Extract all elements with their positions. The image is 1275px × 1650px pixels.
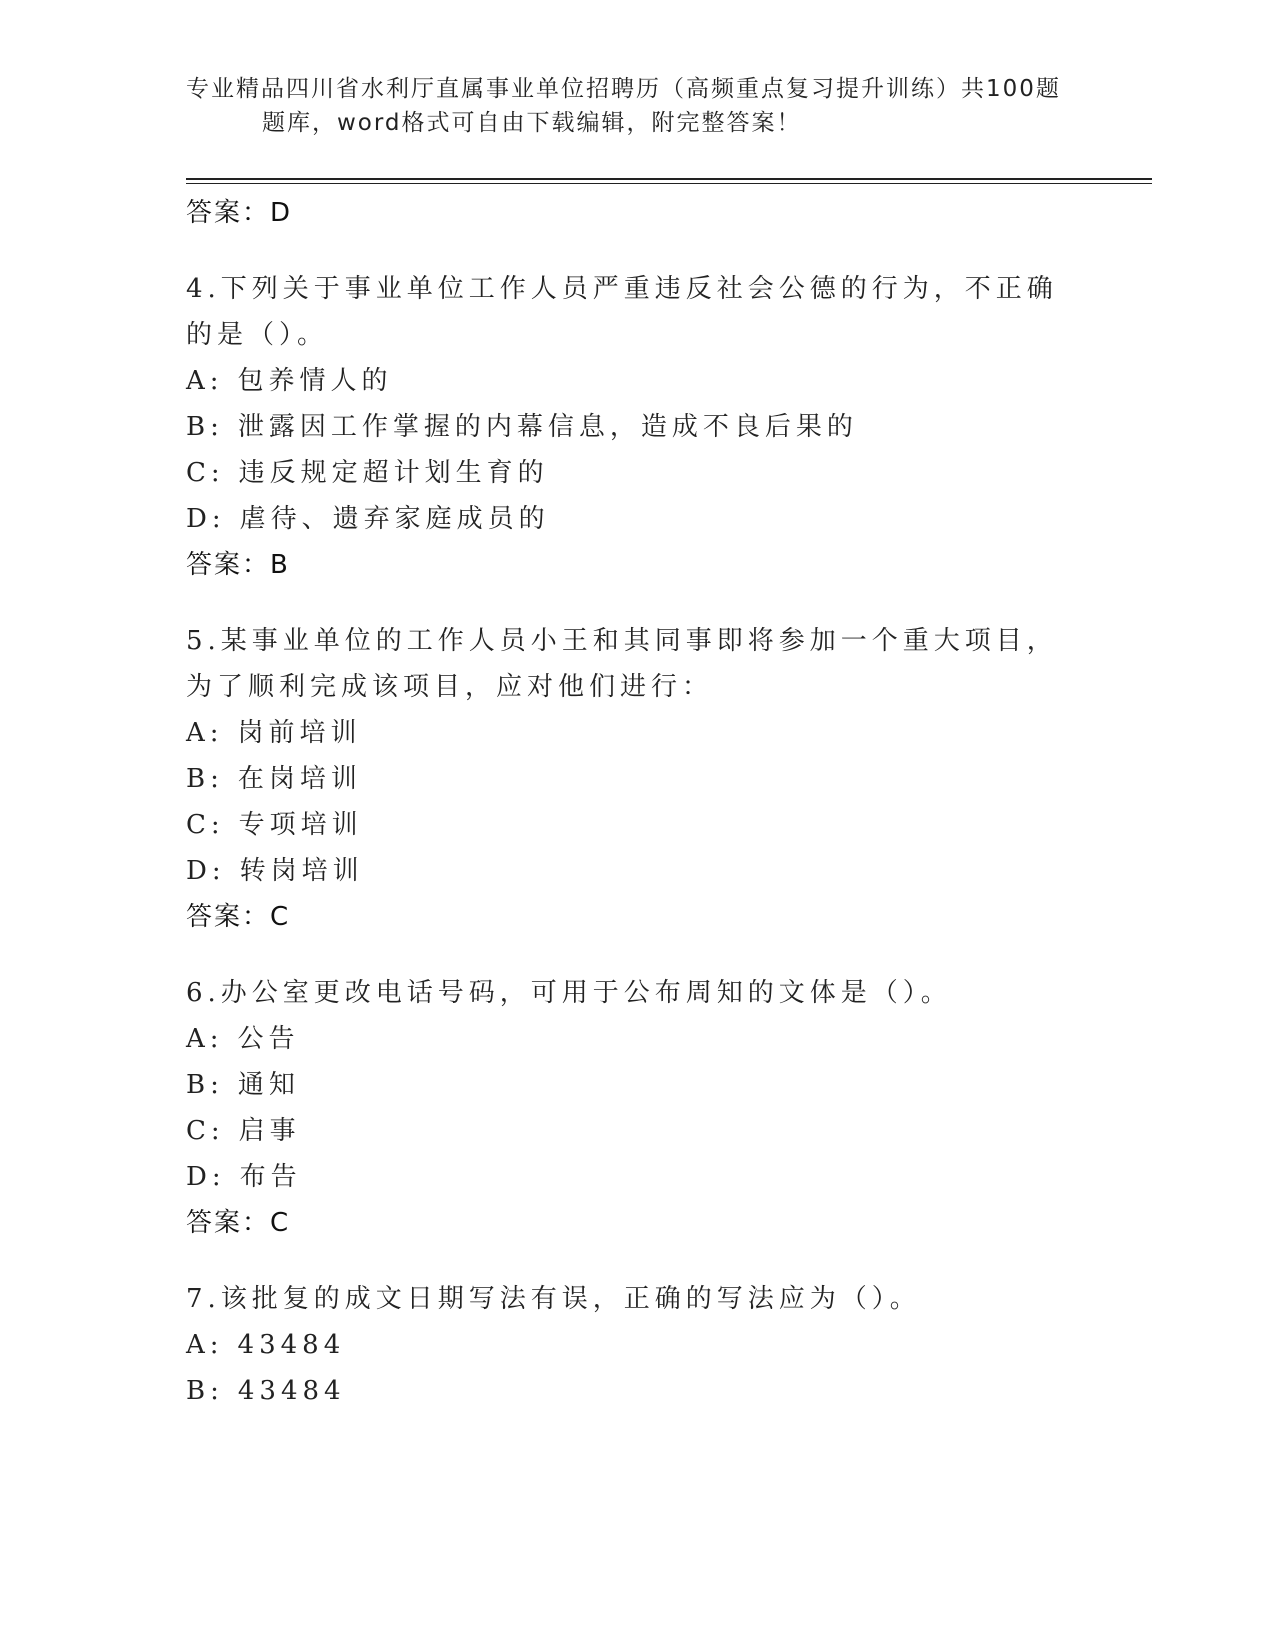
option-text: 岗前培训: [237, 718, 362, 748]
option-key: C:: [186, 810, 225, 840]
answer-line: 答案：B: [186, 550, 290, 580]
answer-line: 答案：C: [186, 902, 291, 932]
option-key: C:: [186, 1116, 225, 1146]
option-text: 布告: [239, 1162, 302, 1192]
option-c: [186, 450, 1086, 496]
option-key: D:: [186, 856, 226, 886]
option-key: D:: [186, 504, 226, 534]
option-text: 在岗培训: [237, 764, 362, 794]
option-a: [186, 1016, 1086, 1062]
question-text: 4.下列关于事业单位工作人员严重违反社会公德的行为，不正确的是（）。: [186, 274, 1058, 350]
option-key: B:: [186, 1070, 224, 1100]
option-key: A:: [186, 366, 224, 396]
answer-line: 答案：D: [186, 198, 293, 228]
option-text: 虐待、遗弃家庭成员的: [239, 504, 550, 534]
option-text: 泄露因工作掌握的内幕信息，造成不良后果的: [237, 412, 858, 442]
option-text: 违反规定超计划生育的: [238, 458, 549, 488]
option-text: 通知: [237, 1070, 300, 1100]
question-text: 5.某事业单位的工作人员小王和其同事即将参加一个重大项目，为了顺利完成该项目，应对他们进行：: [186, 626, 1058, 702]
header-rule-thick: [186, 178, 1152, 180]
option-c: [186, 1108, 1086, 1154]
header-title-line2: 题库，word格式可自由下载编辑，附完整答案！: [262, 110, 802, 136]
option-key: C:: [186, 458, 225, 488]
option-b: [186, 404, 1086, 450]
option-text: 转岗培训: [239, 856, 364, 886]
option-d: [186, 496, 1086, 542]
option-key: D:: [186, 1162, 226, 1192]
question-text: 6.办公室更改电话号码，可用于公布周知的文体是（）。: [186, 978, 952, 1008]
option-c: [186, 802, 1086, 848]
option-text: 43484: [237, 1330, 346, 1360]
question-list: [186, 190, 1086, 1414]
option-key: B:: [186, 764, 224, 794]
option-key: A:: [186, 1330, 224, 1360]
option-key: A:: [186, 1024, 224, 1054]
option-b: [186, 1368, 1086, 1414]
option-key: B:: [186, 1376, 224, 1406]
option-b: [186, 1062, 1086, 1108]
option-a: [186, 710, 1086, 756]
header-rule-thin: [186, 183, 1152, 184]
question-text: 7.该批复的成文日期写法有误，正确的写法应为（）。: [186, 1284, 921, 1314]
option-key: A:: [186, 718, 224, 748]
option-a: [186, 1322, 1086, 1368]
option-text: 43484: [237, 1376, 346, 1406]
answer-line: 答案：C: [186, 1208, 291, 1238]
option-d: [186, 848, 1086, 894]
option-text: 专项培训: [238, 810, 363, 840]
option-text: 公告: [237, 1024, 300, 1054]
option-a: [186, 358, 1086, 404]
header-title-line1: 专业精品四川省水利厅直属事业单位招聘历（高频重点复习提升训练）共100题: [186, 76, 1061, 102]
option-b: [186, 756, 1086, 802]
option-key: B:: [186, 412, 224, 442]
option-d: [186, 1154, 1086, 1200]
option-text: 包养情人的: [237, 366, 393, 396]
option-text: 启事: [238, 1116, 301, 1146]
document-header: [186, 72, 1076, 140]
